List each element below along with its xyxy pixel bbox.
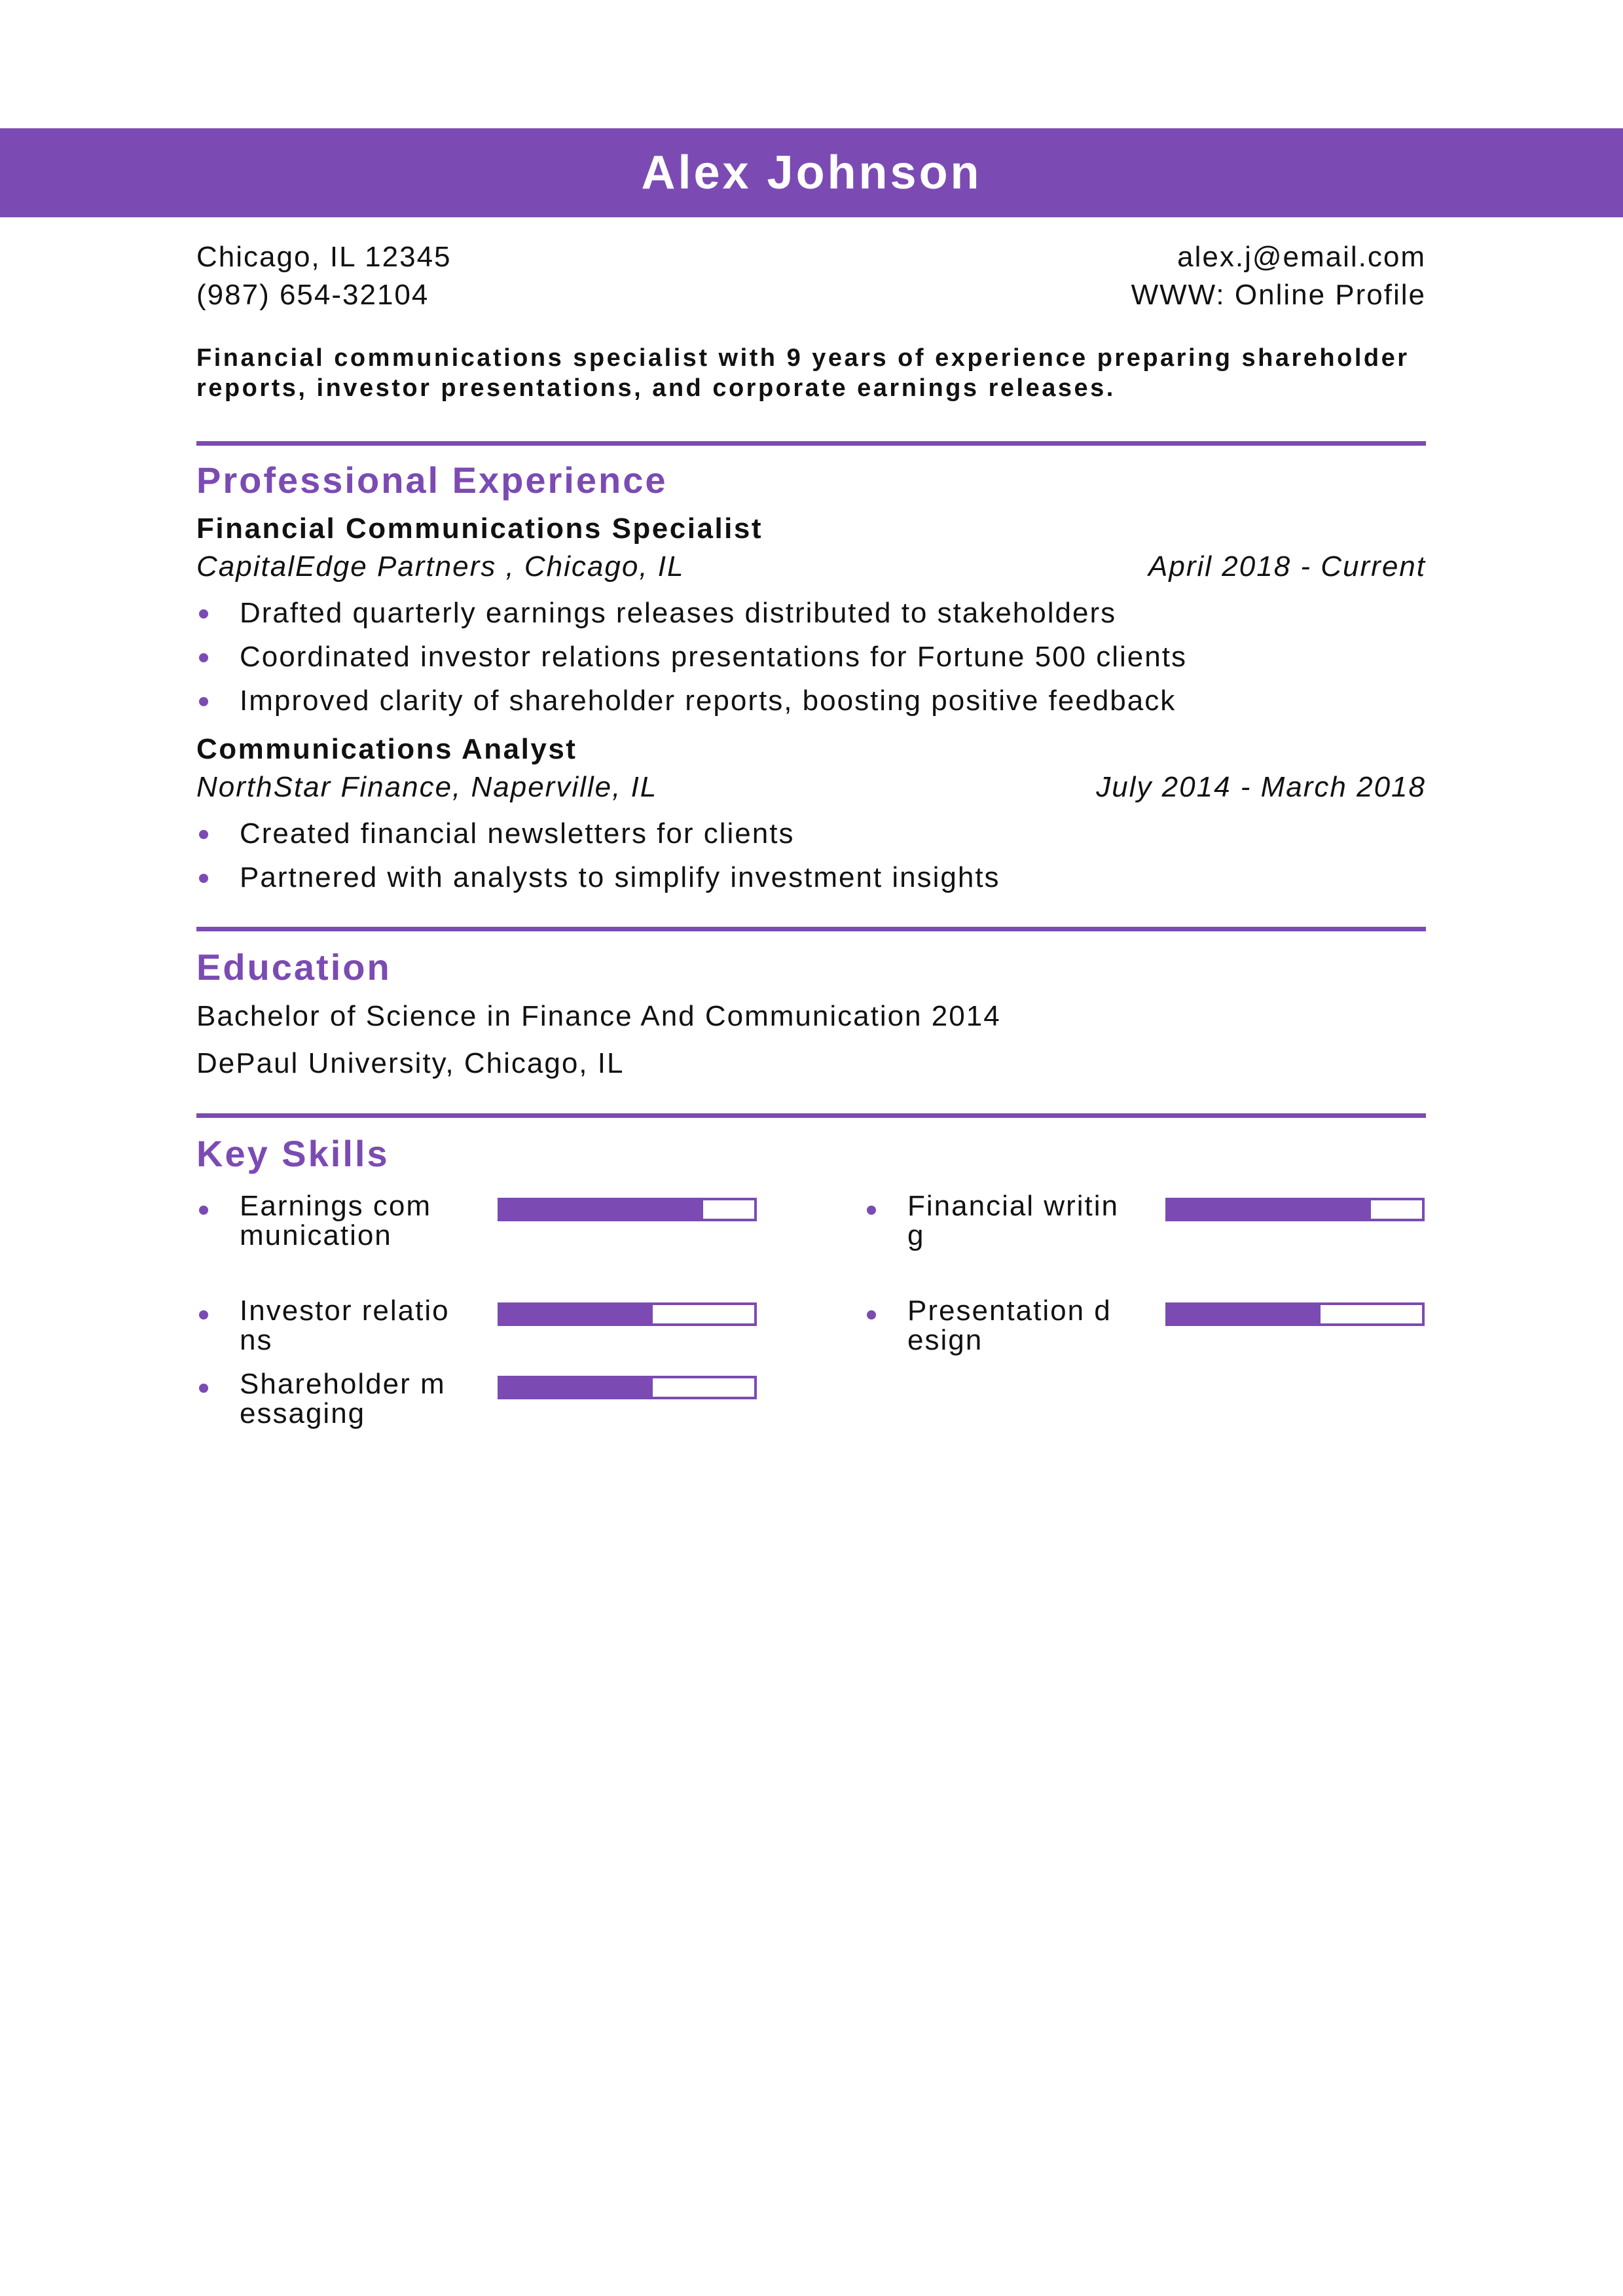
job-meta: [196, 768, 1426, 806]
section-divider: [196, 1113, 1426, 1118]
education-school: DePaul University, Chicago, IL: [196, 1047, 625, 1079]
contact-address: Chicago, IL 12345: [196, 241, 452, 273]
contact-website[interactable]: WWW: Online Profile: [1131, 279, 1426, 311]
bullet-text: Created financial newsletters for clients: [240, 817, 795, 850]
bullet-text: Drafted quarterly earnings releases distributed to stakeholders: [240, 597, 1117, 629]
skill-level-fill: [1168, 1305, 1321, 1323]
skill-level-fill: [500, 1305, 653, 1323]
job-bullets: [196, 812, 1426, 899]
job-company: CapitalEdge Partners , Chicago, IL: [196, 550, 685, 583]
job-title: Financial Communications Specialist: [196, 512, 763, 545]
bullet-icon: [199, 1206, 208, 1215]
bullet-icon: [199, 830, 208, 839]
skill-item: [196, 1369, 786, 1441]
section-divider: [196, 441, 1426, 446]
job-dates: April 2018 - Current: [1148, 550, 1426, 583]
contact-phone: (987) 654-32104: [196, 279, 429, 311]
list-item: [196, 812, 1426, 855]
header-bar: [0, 128, 1623, 217]
candidate-name: Alex Johnson: [641, 147, 982, 199]
contact-row-1: [196, 238, 1426, 276]
list-item: [196, 635, 1426, 679]
bullet-icon: [199, 874, 208, 883]
skill-level-bar: [498, 1198, 757, 1221]
bullet-text: Improved clarity of shareholder reports, boosting positive feedback: [240, 685, 1176, 717]
job-bullets: [196, 591, 1426, 723]
skills-section-title: Key Skills: [196, 1133, 390, 1174]
skill-level-bar: [1165, 1198, 1425, 1221]
skills-grid: [196, 1191, 1426, 1453]
education-degree: Bachelor of Science in Finance And Communication 2014: [196, 1000, 1001, 1032]
skill-name: Earnings communication: [240, 1190, 432, 1251]
skill-level-bar: [498, 1376, 757, 1399]
skill-item: [864, 1191, 1453, 1263]
skill-item: [196, 1191, 786, 1263]
skill-level-bar: [1165, 1302, 1425, 1326]
job-title: Communications Analyst: [196, 733, 577, 765]
resume-content: [196, 238, 1426, 1453]
list-item: [196, 855, 1426, 899]
bullet-icon: [199, 609, 208, 619]
skill-item: [196, 1296, 786, 1368]
skill-name: Financial writing: [907, 1190, 1119, 1251]
list-item: [196, 679, 1426, 723]
skill-name: Investor relations: [240, 1295, 450, 1356]
skill-level-fill: [1168, 1200, 1371, 1219]
bullet-icon: [867, 1206, 876, 1215]
contact-email[interactable]: alex.j@email.com: [1177, 241, 1426, 273]
job-entry: [196, 510, 1426, 723]
bullet-icon: [199, 1310, 208, 1319]
bullet-icon: [199, 697, 208, 706]
section-divider: [196, 927, 1426, 931]
skill-level-fill: [500, 1378, 653, 1397]
contact-row-2: [196, 276, 1426, 314]
job-company: NorthStar Finance, Naperville, IL: [196, 771, 658, 803]
list-item: [196, 591, 1426, 635]
skill-level-fill: [500, 1200, 703, 1219]
experience-section-title: Professional Experience: [196, 459, 668, 501]
skill-name: Presentation design: [907, 1295, 1112, 1356]
skill-name: Shareholder messaging: [240, 1368, 446, 1429]
job-entry: [196, 730, 1426, 899]
job-meta: [196, 548, 1426, 586]
bullet-icon: [199, 653, 208, 662]
skill-level-bar: [498, 1302, 757, 1326]
job-dates: July 2014 - March 2018: [1096, 771, 1426, 803]
skill-item: [864, 1296, 1453, 1368]
bullet-text: Partnered with analysts to simplify investment insights: [240, 861, 1000, 893]
education-section-title: Education: [196, 946, 392, 988]
bullet-text: Coordinated investor relations presentations for Fortune 500 clients: [240, 641, 1187, 673]
bullet-icon: [867, 1310, 876, 1319]
professional-summary: Financial communications specialist with 9 years of experience preparing shareholder reports, investor presentations, and corporate earnings releases.: [196, 344, 1410, 402]
bullet-icon: [199, 1384, 208, 1393]
